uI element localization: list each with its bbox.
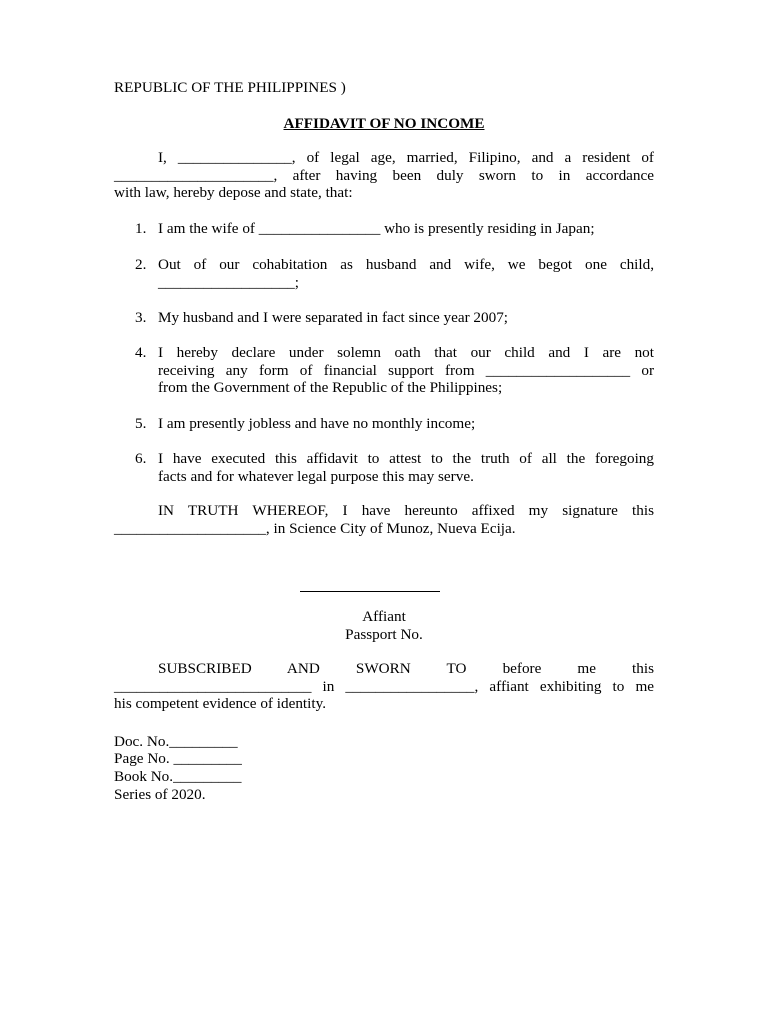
item-line: facts and for whatever legal purpose this may serve. bbox=[158, 467, 474, 485]
item-number: 3. bbox=[135, 309, 147, 326]
item-line: from the Government of the Republic of the Philippines; bbox=[158, 379, 503, 397]
document-header: REPUBLIC OF THE PHILIPPINES ) bbox=[114, 79, 346, 96]
item-line: I hereby declare under solemn oath that our child and I are not bbox=[158, 344, 654, 361]
signature-line bbox=[300, 591, 440, 592]
item-line: Out of our cohabitation as husband and wife, we begot one child, bbox=[158, 256, 654, 273]
item-line: I am the wife of ________________ who is presently residing in Japan; bbox=[158, 220, 595, 237]
intro-paragraph bbox=[114, 149, 654, 202]
passport-label: Passport No. bbox=[345, 626, 423, 643]
truth-line: ____________________, in Science City of Munoz, Nueva Ecija. bbox=[114, 519, 516, 537]
doc-number: Doc. No._________ bbox=[114, 733, 238, 750]
series-year: Series of 2020. bbox=[114, 786, 206, 803]
truth-line: IN TRUTH WHEREOF, I have hereunto affixed my signature this bbox=[158, 502, 654, 519]
item-line: __________________; bbox=[158, 273, 299, 291]
item-number: 5. bbox=[135, 415, 147, 432]
intro-line: I, _______________, of legal age, married, Filipino, and a resident of bbox=[158, 149, 654, 166]
item-number: 4. bbox=[135, 344, 147, 361]
document-title: AFFIDAVIT OF NO INCOME bbox=[283, 115, 485, 132]
book-number: Book No._________ bbox=[114, 768, 242, 785]
item-number: 1. bbox=[135, 220, 147, 237]
item-line: I am presently jobless and have no monthly income; bbox=[158, 415, 476, 432]
intro-line: with law, hereby depose and state, that: bbox=[114, 184, 353, 202]
item-line: My husband and I were separated in fact since year 2007; bbox=[158, 309, 509, 326]
page-number: Page No. _________ bbox=[114, 750, 242, 767]
affiant-label: Affiant bbox=[362, 608, 406, 625]
intro-line: _____________________, after having been duly sworn to in accordance bbox=[114, 166, 654, 184]
jurat-line: SUBSCRIBED AND SWORN TO before me this bbox=[158, 660, 654, 677]
item-line: receiving any form of financial support from ___________________ or bbox=[158, 361, 654, 379]
item-number: 6. bbox=[135, 450, 147, 467]
truth-whereof-paragraph bbox=[114, 502, 654, 537]
jurat-paragraph bbox=[114, 660, 654, 713]
item-number: 2. bbox=[135, 256, 147, 273]
jurat-line: __________________________ in _________________, affiant exhibiting to me bbox=[114, 677, 654, 695]
item-line: I have executed this affidavit to attest to the truth of all the foregoing bbox=[158, 450, 654, 467]
jurat-line: his competent evidence of identity. bbox=[114, 695, 326, 713]
